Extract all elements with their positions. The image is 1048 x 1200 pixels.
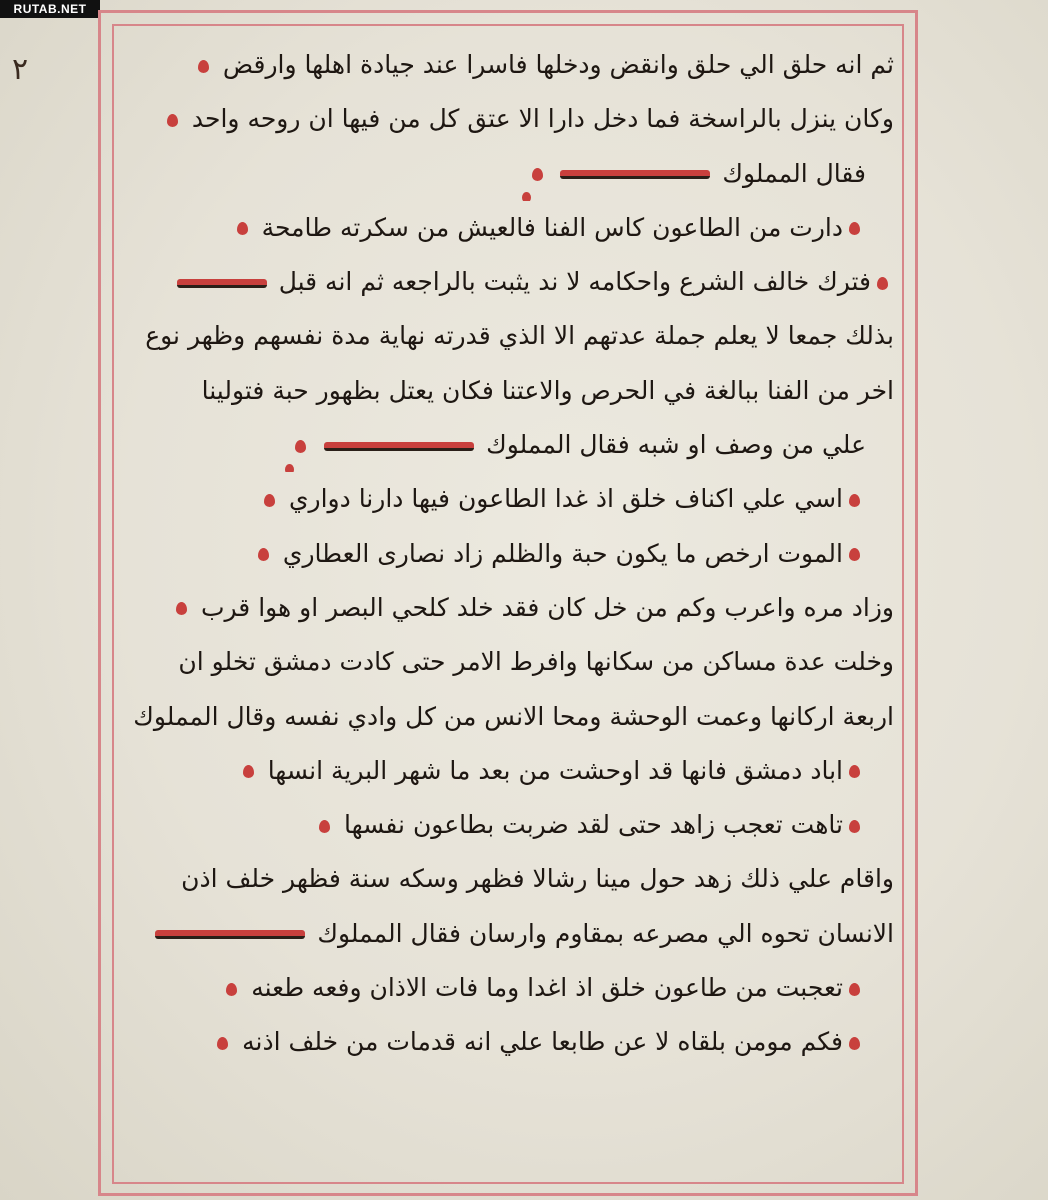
verse-marker-icon [877,277,888,290]
text-line-10 [124,527,894,581]
text-line-6 [124,309,894,363]
verse-marker-icon [167,114,178,127]
verse-marker-icon [243,765,254,778]
line-text: وخلت عدة مساكن من سكانها وافرط الامر حتى كادت دمشق تخلو ان [178,647,894,677]
text-block [124,38,894,1070]
line-text: وكان ينزل بالراسخة فما دخل دارا الا عتق كل من فيها ان روحه واحد [191,104,894,134]
verse-marker-icon [226,983,237,996]
rubric-bar [155,930,305,939]
rubric-bar [177,279,267,288]
text-line-19 [124,1015,894,1069]
text-line-5 [124,255,894,309]
line-text: تعجبت من طاعون خلق اذ اغدا وما فات الاذان وفعه طعنه [251,973,843,1003]
verse-marker-icon [319,820,330,833]
text-line-7 [124,364,894,418]
line-text: بذلك جمعا لا يعلم جملة عدتهم الا الذي قدرته نهاية مدة نفسهم وظهر نوع [145,321,894,351]
verse-marker-icon [532,168,543,181]
text-line-3 [124,147,894,201]
verse-marker-icon [849,548,860,561]
verse-marker-icon [198,60,209,73]
text-line-4 [124,201,894,255]
text-line-11 [124,581,894,635]
rubric-bar [560,170,710,179]
verse-marker-icon [176,602,187,615]
line-text: اخر من الفنا ببالغة في الحرص والاعتنا فكان يعتل بظهور حبة فتولينا [201,375,894,405]
line-text: الانسان تحوه الي مصرعه بمقاوم وارسان فقال المملوك [317,918,894,948]
text-line-14 [124,744,894,798]
verse-marker-icon [217,1037,228,1050]
text-line-8 [124,418,894,472]
folio-number: ٢ [12,52,29,87]
line-text: اباد دمشق فانها قد اوحشت من بعد ما شهر البرية انسها [267,755,843,785]
line-text: تاهت تعجب زاهد حتى لقد ضربت بطاعون نفسها [343,810,843,840]
verse-marker-icon [295,440,306,453]
line-text: فكم مومن بلقاه لا عن طابعا علي انه قدمات من خلف اذنه [242,1027,843,1057]
line-text: اسي علي اكناف خلق اذ غدا الطاعون فيها دارنا دواري [288,484,843,514]
verse-marker-icon [849,494,860,507]
verse-marker-icon [849,765,860,778]
line-text: وزاد مره واعرب وكم من خل كان فقد خلد كلحي البصر او هوا قرب [200,592,894,622]
line-text: فقال المملوك [722,158,866,188]
text-line-9 [124,472,894,526]
line-text: واقام علي ذلك زهد حول مينا رشالا فظهر وسكه سنة فظهر خلف اذن [181,864,894,894]
text-line-2 [124,92,894,146]
text-line-16 [124,852,894,906]
line-text: ثم انه حلق الي حلق وانقض ودخلها فاسرا عند جيادة اهلها وارقض [222,50,894,79]
verse-marker-icon [849,222,860,235]
text-line-1 [124,38,894,92]
verse-marker-icon [849,983,860,996]
verse-marker-icon [849,820,860,833]
text-line-15 [124,798,894,852]
line-text: فترك خالف الشرع واحكامه لا ند يثبت بالراجعه ثم انه قبل [278,267,871,297]
line-text: اربعة اركانها وعمت الوحشة ومحا الانس من كل وادي نفسه وقال المملوك [133,701,894,731]
verse-marker-icon [237,222,248,235]
text-line-13 [124,690,894,744]
text-line-17 [124,907,894,961]
watermark: RUTAB.NET [0,0,100,18]
verse-marker-icon [849,1037,860,1050]
verse-marker-icon [258,548,269,561]
line-text: دارت من الطاعون كاس الفنا فالعيش من سكرته طامحة [261,212,843,242]
line-text: الموت ارخص ما يكون حبة والظلم زاد نصارى العطاري [282,538,843,568]
text-line-12 [124,635,894,689]
line-text: علي من وصف او شبه فقال المملوك [486,430,866,460]
verse-marker-icon [264,494,275,507]
text-line-18 [124,961,894,1015]
rubric-bar [324,442,474,451]
